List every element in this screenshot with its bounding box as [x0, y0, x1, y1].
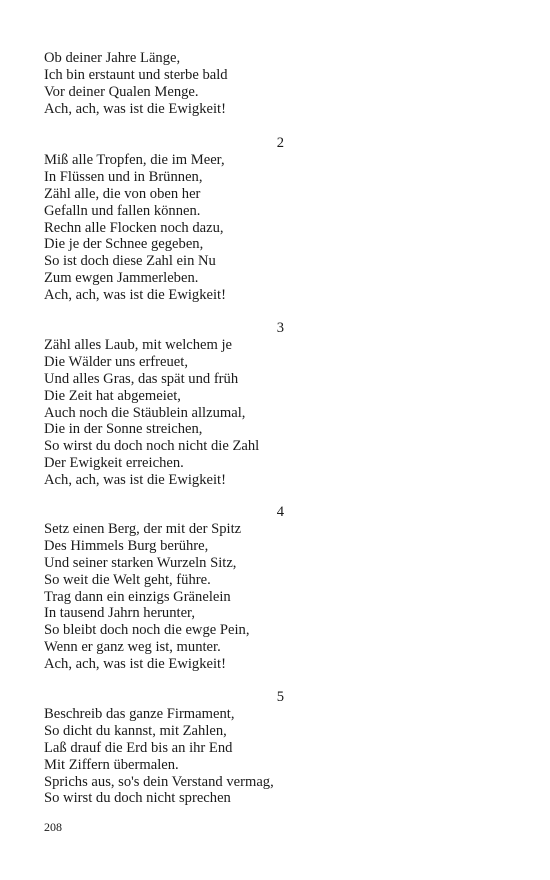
verse-line: Gefalln und fallen können.: [44, 202, 201, 219]
verse-line: So weit die Welt geht, führe.: [44, 571, 211, 588]
verse-line: So dicht du kannst, mit Zahlen,: [44, 722, 227, 739]
verse-line: Laß drauf die Erd bis an ihr End: [44, 739, 233, 756]
verse-line: Ob deiner Jahre Länge,: [44, 50, 181, 66]
verse-line: In tausend Jahrn herunter,: [44, 605, 195, 622]
stanza-5: [44, 689, 284, 807]
stanza-1: [44, 50, 284, 118]
verse-line: Zum ewgen Jammerleben.: [44, 270, 199, 287]
stanza-2: [44, 135, 284, 304]
verse-line: So ist doch diese Zahl ein Nu: [44, 253, 216, 270]
verse-line: Der Ewigkeit erreichen.: [44, 455, 184, 472]
verse-line: In Flüssen und in Brünnen,: [44, 168, 203, 185]
verse-line: Zähl alle, die von oben her: [44, 185, 201, 202]
stanza-number: 2: [276, 135, 284, 151]
verse-line: Mit Ziffern übermalen.: [44, 756, 179, 773]
verse-line: Des Himmels Burg berühre,: [44, 537, 209, 554]
verse-line: So wirst du doch nicht sprechen: [44, 790, 231, 807]
page-number: 208: [44, 820, 62, 834]
verse-line: Ach, ach, was ist die Ewigkeit!: [44, 100, 226, 117]
verse-line: So bleibt doch noch die ewge Pein,: [44, 622, 250, 639]
verse-line: Auch noch die Stäublein allzumal,: [44, 404, 246, 421]
verse-line: Rechn alle Flocken noch dazu,: [44, 219, 224, 236]
verse-line: Und seiner starken Wurzeln Sitz,: [44, 554, 237, 571]
stanza-number: 3: [276, 320, 284, 336]
verse-line: Setz einen Berg, der mit der Spitz: [44, 520, 242, 537]
verse-line: Die Zeit hat abgemeiet,: [44, 387, 181, 404]
verse-line: Miß alle Tropfen, die im Meer,: [44, 151, 225, 168]
verse-line: Die Wälder uns erfreuet,: [44, 353, 188, 370]
verse-line: Beschreib das ganze Firmament,: [44, 705, 235, 722]
verse-line: Vor deiner Qualen Menge.: [44, 83, 199, 100]
verse-line: Zähl alles Laub, mit welchem je: [44, 336, 233, 353]
verse-line: So wirst du doch noch nicht die Zahl: [44, 438, 260, 455]
verse-line: Ach, ach, was ist die Ewigkeit!: [44, 287, 226, 304]
verse-line: Die in der Sonne streichen,: [44, 421, 203, 438]
verse-line: Trag dann ein einzigs Gränelein: [44, 588, 231, 605]
verse-line: Ich bin erstaunt und sterbe bald: [44, 66, 228, 83]
verse-line: Wenn er ganz weg ist, munter.: [44, 639, 221, 656]
stanza-4: [44, 504, 284, 673]
stanza-number: 5: [276, 689, 284, 705]
verse-line: Sprichs aus, so's dein Verstand vermag,: [44, 773, 274, 790]
verse-line: Und alles Gras, das spät und früh: [44, 370, 239, 387]
stanza-3: [44, 320, 284, 489]
stanza-number: 4: [276, 504, 284, 520]
verse-line: Die je der Schnee gegeben,: [44, 236, 204, 253]
verse-line: Ach, ach, was ist die Ewigkeit!: [44, 656, 226, 673]
verse-line: Ach, ach, was ist die Ewigkeit!: [44, 472, 226, 489]
